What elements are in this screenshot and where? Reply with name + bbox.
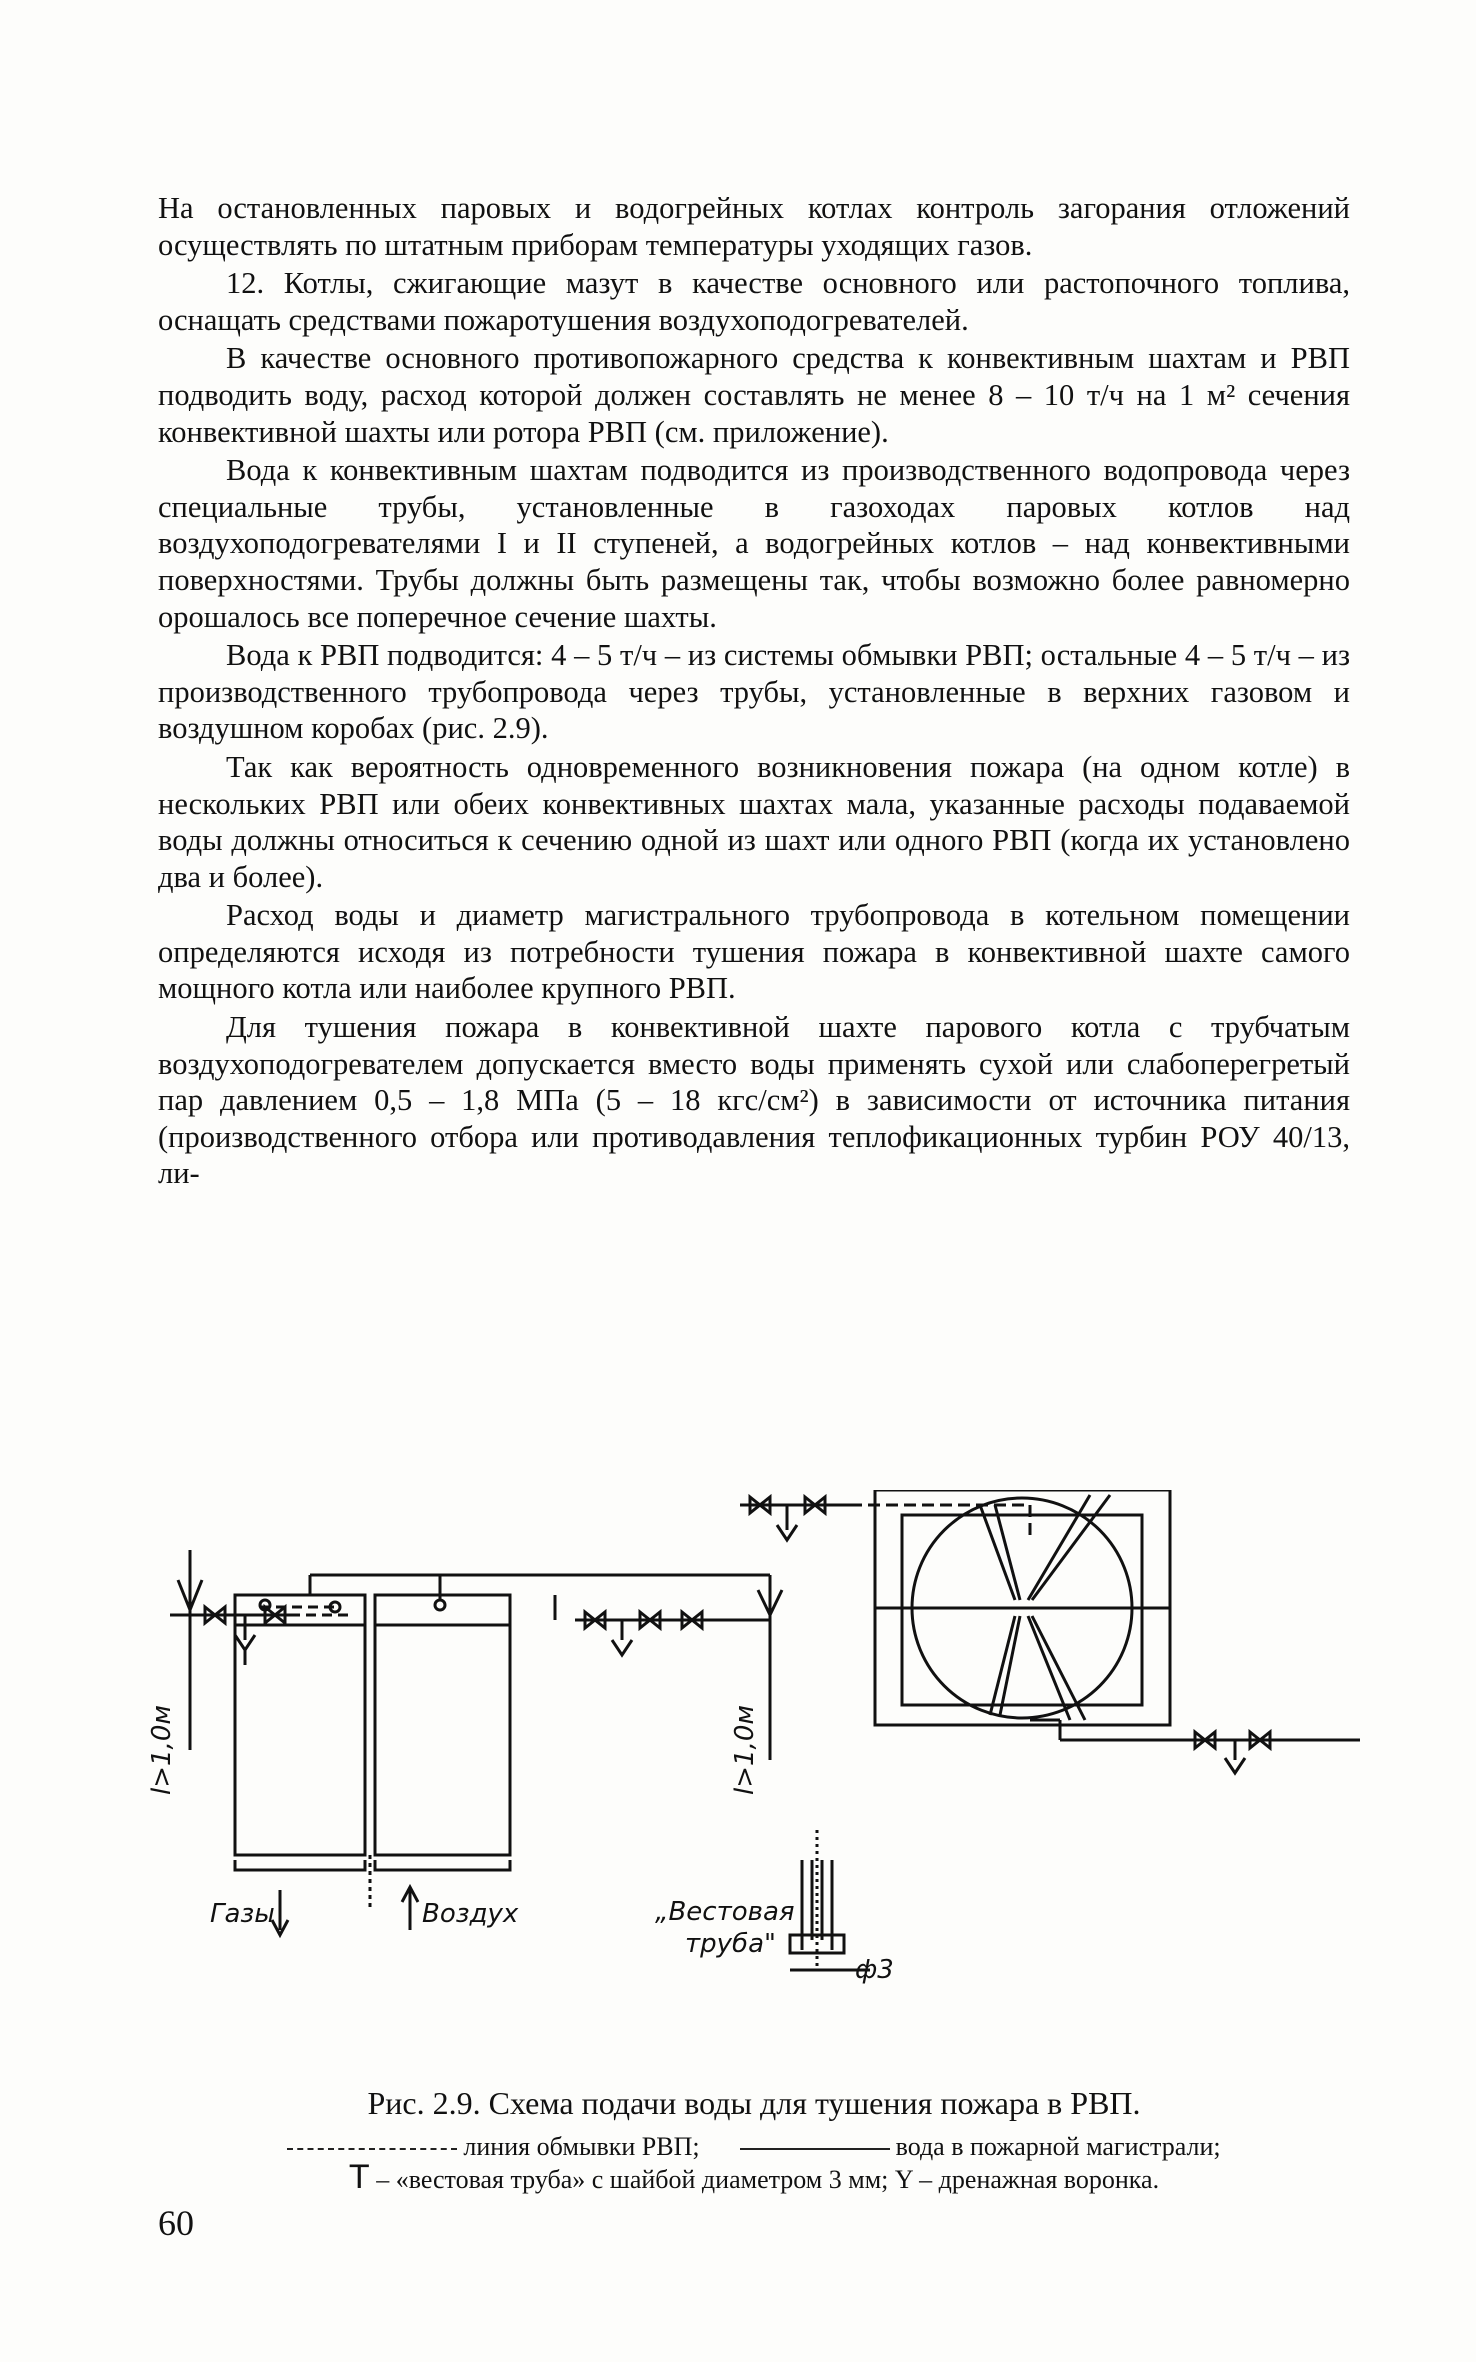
legend-y-text: Y – дренажная воронка. <box>894 2165 1160 2194</box>
solid-line-sample <box>740 2148 890 2150</box>
paragraph-7: Расход воды и диаметр магистрального трубопровода в котельном помещении определяются исходя из потребности тушения пожара в конвективной шахте самого мощного котла или наиболее крупного РВП. <box>158 898 1350 1006</box>
t-symbol: Т <box>348 2158 370 2196</box>
dashed-line-sample <box>287 2148 457 2150</box>
rvp-inner <box>902 1515 1142 1705</box>
paragraph-5: Вода к РВП подводится: 4 – 5 т/ч – из системы обмывки РВП; остальные 4 – 5 т/ч – из производственного трубопровода через трубы, установленные в верхних газовом и воздушном коробах (рис. 2.9). <box>158 638 1350 746</box>
label-air: Воздух <box>422 1899 519 1929</box>
legend-line-1 <box>158 2132 1350 2162</box>
legend-dashed-text: линия обмывки РВП; <box>463 2132 700 2161</box>
paragraph-2: 12. Котлы, сжигающие мазут в качестве основного или растопочного топлива, оснащать средствами пожаротушения воздухоподогревателей. <box>158 266 1350 337</box>
page-number: 60 <box>158 2203 194 2243</box>
legend-line-2 <box>158 2158 1350 2196</box>
body-text <box>158 190 1350 1194</box>
drain-funnel-icon <box>1225 1758 1245 1773</box>
label-gases: Газы <box>210 1899 275 1929</box>
nozzle-icon <box>330 1602 340 1612</box>
nozzle-icon <box>260 1600 270 1610</box>
paragraph-1: На остановленных паровых и водогрейных котлах контроль загорания отложений осуществлять по штатным приборам температуры уходящих газов. <box>158 191 1350 262</box>
paragraph-8: Для тушения пожара в конвективной шахте парового котла с трубчатым воздухоподогревателем допускается вместо воды применять сухой или слабоперегретый пар давлением 0,5 – 1,8 МПа (5 – 18 кгс/см²) в зависимости от источника питания (производственного отбора или противодавления теплофикационных турбин РОУ 40/13, ли- <box>158 1010 1350 1191</box>
legend-t-text: – «вестовая труба» с шайбой диаметром 3 мм; <box>376 2165 889 2194</box>
label-length-right: l>1,0м <box>730 1705 760 1795</box>
label-diameter: ф3 <box>855 1955 894 1985</box>
paragraph-4: Вода к конвективным шахтам подводится из производственного водопровода через специальные трубы, установленные в газоходах паровых котлов над воздухоподогревателями I и II ступеней, а водогрейных котлов – над конвективными поверхностями. Трубы должны быть размещены так, чтобы возможно более равномерно орошалось все поперечное сечение шахты. <box>158 453 1350 634</box>
label-length-left: l>1,0м <box>150 1705 177 1795</box>
paragraph-3: В качестве основного противопожарного средства к конвективным шахтам и РВП подводить воду, расход которой должен составлять не менее 8 – 10 т/ч на 1 м² сечения конвективной шахты или ротора РВП (см. приложение). <box>158 341 1350 449</box>
label-truba: труба" <box>685 1929 776 1959</box>
figure-legend <box>158 2132 1350 2195</box>
figure-caption: Рис. 2.9. Схема подачи воды для тушения пожара в РВП. <box>367 2085 1141 2121</box>
nozzle-icon <box>435 1600 445 1610</box>
air-duct-box <box>375 1625 510 1855</box>
drain-funnel-icon <box>612 1640 632 1655</box>
figure-2-9 <box>150 1490 1360 2050</box>
water-supply-diagram <box>150 1490 1360 2050</box>
legend-solid-text: вода в пожарной магистрали; <box>895 2132 1221 2161</box>
paragraph-6: Так как вероятность одновременного возникновения пожара (на одном котле) в нескольких РВП или обеих конвективных шахтах мала, указанные расходы подаваемой воды должны относиться к сечению одной из шахт или одного РВП (когда их установлено два и более). <box>158 749 1350 894</box>
label-vestovaya: „Вестовая <box>655 1897 795 1927</box>
gas-duct-box <box>235 1625 365 1855</box>
